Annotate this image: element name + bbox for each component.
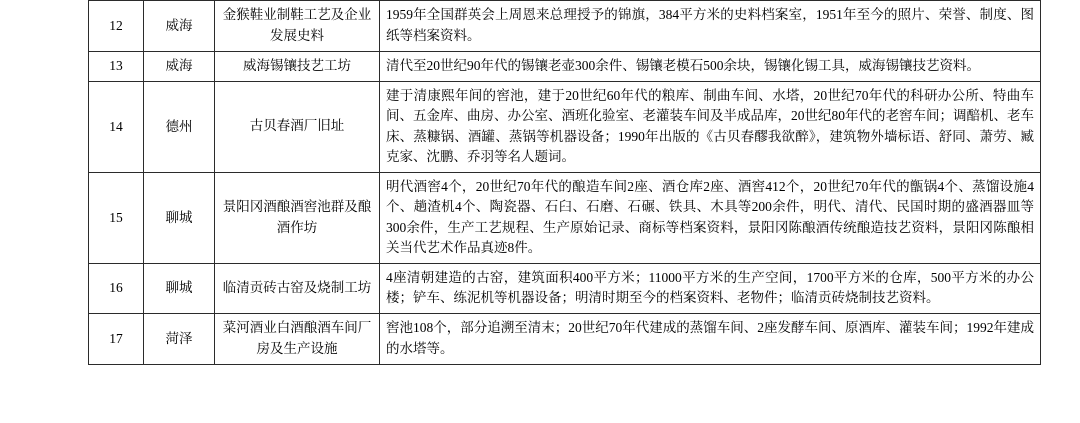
- row-description-cell: [380, 1, 1041, 52]
- row-city-cell: [144, 81, 215, 172]
- row-number-cell: [89, 1, 144, 52]
- row-name: 古贝春酒厂旧址: [249, 118, 345, 134]
- table-row: [89, 51, 1041, 81]
- row-name: 景阳冈酒酿酒窖池群及酿酒作坊: [222, 198, 372, 235]
- table-body: [89, 1, 1041, 365]
- row-number: 16: [109, 280, 123, 296]
- table-row: [89, 81, 1041, 172]
- row-number: 15: [109, 209, 123, 225]
- row-description-cell: [380, 51, 1041, 81]
- row-number-cell: [89, 81, 144, 172]
- row-description-cell: [380, 81, 1041, 172]
- row-name-cell: [215, 172, 380, 263]
- row-city-cell: [144, 51, 215, 81]
- row-city: 聊城: [165, 209, 193, 225]
- row-name-cell: [215, 51, 380, 81]
- row-city-cell: [144, 263, 215, 313]
- row-name: 金猴鞋业制鞋工艺及企业发展史料: [222, 7, 372, 43]
- row-number: 13: [109, 58, 123, 74]
- row-name: 菜河酒业白酒酿酒车间厂房及生产设施: [222, 319, 372, 356]
- row-description: 窖池108个，部分追溯至清末；20世纪70年代建成的蒸馏车间、2座发酵车间、原酒库、灌装车间；1992年建成的水塔等。: [386, 320, 1034, 356]
- row-city-cell: [144, 313, 215, 364]
- row-description: 建于清康熙年间的窖池，建于20世纪60年代的粮库、制曲车间、水塔，20世纪70年代的科研办公所、特曲车间、五金库、曲房、办公室、酒班化验室、老灌装车间及半成品库，20世纪80年代的老窖车间；调醅机、老车床、蒸糠锅、酒罐、蒸锅等机器设备；1990年出版的《古贝春醪我欲醉》，建筑物外墙标语、舒同、萧劳、臧克家、沈鹏、乔羽等名人题词。: [386, 87, 1034, 165]
- row-city: 威海: [165, 17, 193, 33]
- row-city: 威海: [165, 58, 193, 74]
- table-row: [89, 313, 1041, 364]
- row-city: 聊城: [165, 280, 193, 296]
- row-description: 清代至20世纪90年代的锡镶老壶300余件、锡镶老模石500余块，锡镶化锡工具，威海锡镶技艺资料。: [386, 58, 980, 74]
- row-description: 明代酒窖4个，20世纪70年代的酿造车间2座、酒仓库2座、酒窖412个，20世纪70年代的甑锅4个、蒸馏设施4个、趟渣机4个、陶瓷器、石臼、石磨、石碾、铁具、木具等200余件，明代、清代、民国时期的盛酒器皿等300余件，生产工艺规程、生产原始记录、商标等档案资料，景阳冈陈酿酒传统酿造技艺资料，景阳冈陈酿相关当代艺术作品真迹8件。: [386, 178, 1034, 256]
- row-number: 12: [109, 17, 123, 33]
- row-description-cell: [380, 263, 1041, 313]
- row-city-cell: [144, 172, 215, 263]
- row-name: 临清贡砖古窑及烧制工坊: [222, 279, 372, 295]
- row-number-cell: [89, 313, 144, 364]
- row-number-cell: [89, 51, 144, 81]
- table-row: [89, 1, 1041, 52]
- row-city: 菏泽: [165, 330, 193, 346]
- row-number: 17: [109, 330, 123, 346]
- table-row: [89, 263, 1041, 313]
- row-city: 德州: [165, 118, 193, 134]
- row-name-cell: [215, 263, 380, 313]
- row-name-cell: [215, 313, 380, 364]
- row-name-cell: [215, 1, 380, 52]
- row-description: 4座清朝建造的古窑，建筑面积400平方米；11000平方米的生产空间，1700平方米的仓库，500平方米的办公楼；铲车、练泥机等机器设备；明清时期至今的档案资料、老物件；临清贡砖烧制技艺资料。: [386, 269, 1034, 306]
- row-number: 14: [109, 118, 123, 134]
- row-number-cell: [89, 172, 144, 263]
- row-description: 1959年全国群英会上周恩来总理授予的锦旗，384平方米的史料档案室，1951年至今的照片、荣誉、制度、图纸等档案资料。: [386, 7, 1034, 43]
- row-name-cell: [215, 81, 380, 172]
- heritage-table: [88, 0, 1041, 365]
- row-description-cell: [380, 313, 1041, 364]
- table-row: [89, 172, 1041, 263]
- row-description-cell: [380, 172, 1041, 263]
- row-number-cell: [89, 263, 144, 313]
- row-city-cell: [144, 1, 215, 52]
- row-name: 威海锡镶技艺工坊: [243, 57, 351, 73]
